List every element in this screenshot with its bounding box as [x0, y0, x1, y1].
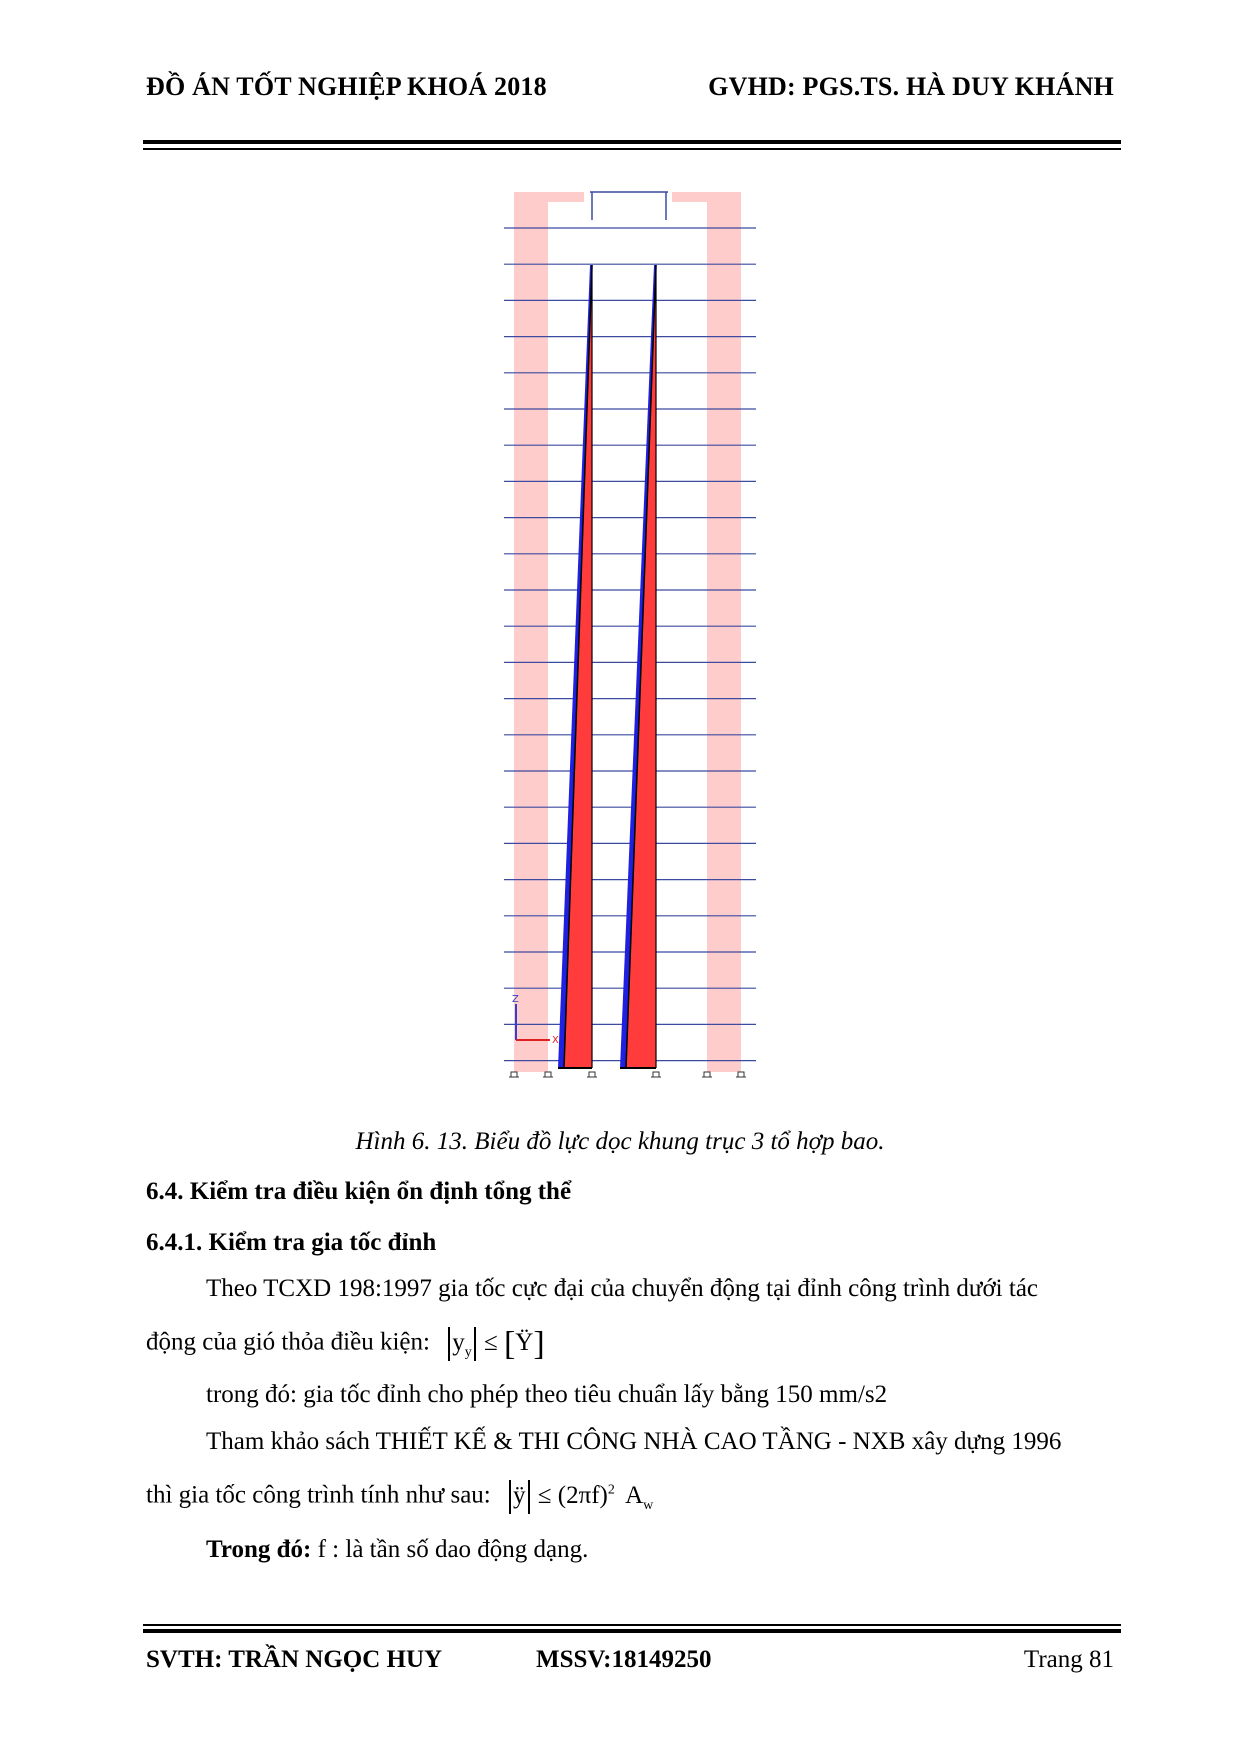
axis-z-label: Z [512, 994, 519, 1005]
figure-caption: Hình 6. 13. Biểu đồ lực dọc khung trục 3 tổ hợp bao. [355, 1128, 885, 1155]
footer-rule-thin [143, 1624, 1121, 1626]
support [589, 1072, 595, 1077]
base-supports [509, 1072, 746, 1077]
footer-student-id: MSSV:18149250 [536, 1646, 712, 1673]
light-column-right [707, 192, 741, 1072]
section-heading: 6.4. Kiểm tra điều kiện ổn định tổng thể [146, 1178, 572, 1205]
footer-page-number: Trang 81 [1023, 1646, 1114, 1673]
header-title-left: ĐỒ ÁN TỐT NGHIỆP KHOÁ 2018 [146, 72, 547, 101]
paragraph-1-line-2 [146, 1325, 545, 1363]
paragraph-1-line-1: Theo TCXD 198:1997 gia tốc cực đại của chuyển động tại đỉnh công trình dưới tác [206, 1275, 1039, 1302]
paragraph-3-line-1: Tham khảo sách THIẾT KẾ & THI CÔNG NHÀ CAO TẦNG - NXB xây dựng 1996 [206, 1428, 1062, 1455]
formula-building-acceleration: ÿ ≤ $(2\pi f)^2$ $A_w$ [507, 1482, 653, 1509]
support [653, 1072, 659, 1077]
paragraph-3-line-2 [146, 1480, 653, 1514]
paragraph-1-text: động của gió thỏa điều kiện: [146, 1328, 430, 1356]
axial-force-diagram [500, 190, 770, 1090]
paragraph-3-text: thì gia tốc công trình tính như sau: [146, 1481, 491, 1509]
paragraph-4-text: f : là tần số dao động dạng. [311, 1536, 589, 1563]
support [738, 1072, 744, 1077]
paragraph-4 [206, 1536, 588, 1564]
header-title-right: GVHD: PGS.TS. HÀ DUY KHÁNH [708, 72, 1114, 101]
subsection-heading: 6.4.1. Kiểm tra gia tốc đỉnh [146, 1229, 437, 1256]
axis-x-label: X [552, 1035, 559, 1046]
axial-force-fill [558, 265, 656, 1068]
light-top-left [514, 192, 584, 202]
support [545, 1072, 551, 1077]
support [511, 1072, 517, 1077]
header-rule-thick [143, 140, 1121, 144]
header-rule-thin [143, 148, 1121, 150]
light-column-left [514, 192, 548, 1072]
footer-rule-thick [143, 1629, 1121, 1633]
footer-student: SVTH: TRẦN NGỌC HUY [146, 1646, 443, 1673]
paragraph-2: trong đó: gia tốc đỉnh cho phép theo tiêu chuẩn lấy bằng 150 mm/s2 [206, 1381, 888, 1408]
support [704, 1072, 710, 1077]
formula-peak-acceleration: $y_y$ ≤ [Ÿ] [446, 1329, 544, 1356]
paragraph-4-label: Trong đó: [206, 1536, 312, 1563]
light-top-right [672, 192, 740, 202]
